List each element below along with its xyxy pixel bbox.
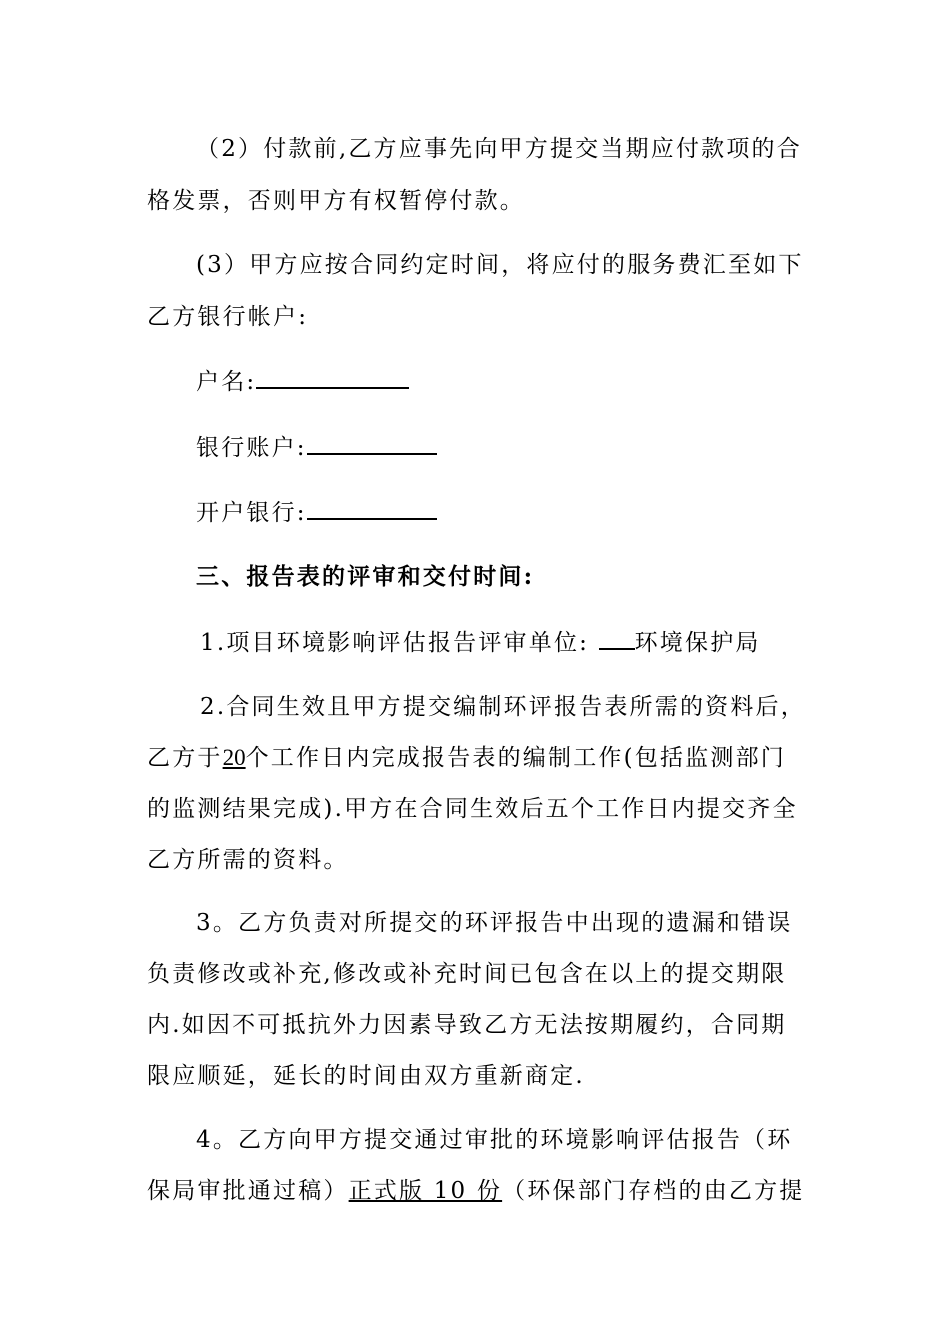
item-2-line-1: 2.合同生效且甲方提交编制环评报告表所需的资料后， — [200, 694, 806, 720]
payment-clause-3-line-2: 乙方银行帐户: — [147, 304, 309, 330]
item-3-line-2: 负责修改或补充,修改或补充时间已包含在以上的提交期限 — [147, 961, 787, 987]
opening-bank-row — [196, 496, 861, 528]
item-4-line-2 — [147, 1175, 812, 1207]
item-2-line-2-before: 乙方于 — [147, 745, 223, 771]
opening-bank-label: 开户银行: — [196, 500, 307, 526]
payment-clause-2-line-2: 格发票，否则甲方有权暂停付款。 — [147, 188, 525, 214]
item-2-line-2 — [147, 742, 812, 774]
account-name-row — [196, 365, 861, 397]
item-4-line-1: 4。乙方向甲方提交通过审批的环境影响评估报告（环 — [196, 1127, 793, 1153]
item-1-text-before: 1.项目环境影响评估报告评审单位: — [200, 630, 599, 656]
item-2-line-3: 的监测结果完成).甲方在合同生效后五个工作日内提交齐全 — [147, 796, 798, 822]
item-3-line-1: 3。乙方负责对所提交的环评报告中出现的遗漏和错误 — [196, 910, 793, 936]
section-3-heading: 三、报告表的评审和交付时间: — [196, 563, 535, 590]
payment-clause-3-line-1: (3）甲方应按合同约定时间，将应付的服务费汇至如下 — [196, 252, 804, 278]
bank-account-row — [196, 431, 861, 463]
item-3-line-4: 限应顺延，延长的时间由双方重新商定. — [147, 1063, 585, 1089]
item-4-line-2-after: （环保部门存档的由乙方提 — [502, 1178, 805, 1204]
item-4-copies-underlined: 正式版 10 份 — [348, 1178, 503, 1204]
opening-bank-blank — [307, 496, 437, 520]
account-name-label: 户名: — [196, 369, 257, 395]
item-2-days-value: 20 — [222, 745, 246, 770]
item-2-line-2-after: 个工作日内完成报告表的编制工作(包括监测部门 — [245, 745, 786, 771]
bank-account-blank — [307, 431, 437, 455]
payment-clause-2-line-1: （2）付款前,乙方应事先向甲方提交当期应付款项的合 — [196, 136, 802, 162]
item-1-blank — [599, 626, 635, 650]
item-1-text-after: 环境保护局 — [634, 630, 761, 656]
bank-account-label: 银行账户: — [196, 435, 307, 461]
item-3-line-3: 内.如因不可抵抗外力因素导致乙方无法按期履约，合同期 — [147, 1012, 787, 1038]
item-1-line — [200, 626, 865, 658]
account-name-blank — [256, 365, 409, 389]
item-2-line-4: 乙方所需的资料。 — [147, 847, 349, 873]
item-4-line-2-before: 保局审批通过稿） — [147, 1178, 349, 1204]
